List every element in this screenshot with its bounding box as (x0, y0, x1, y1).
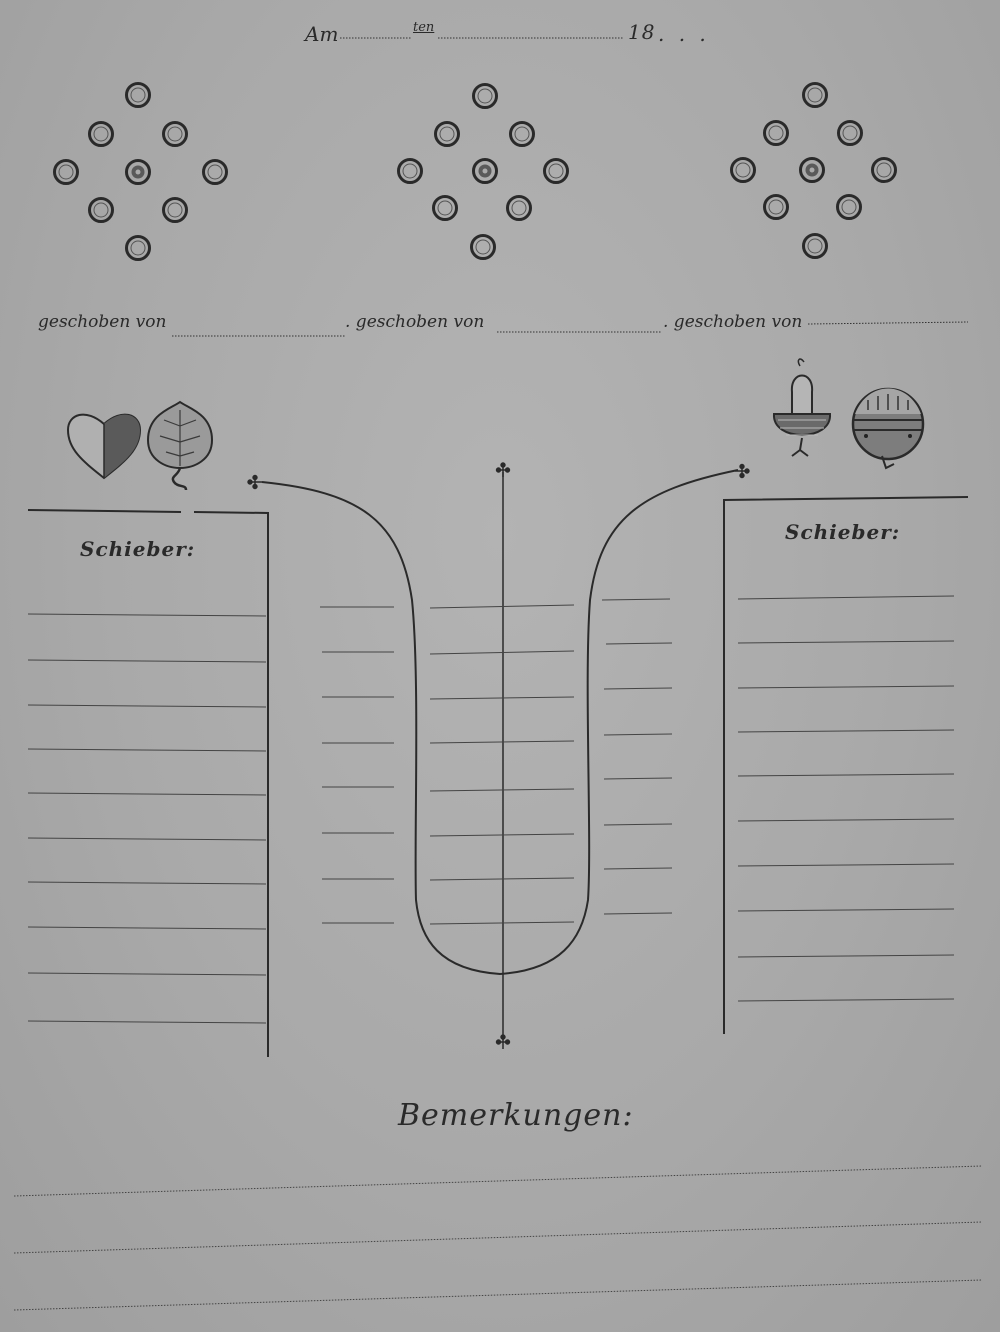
date-label-ten: ten (413, 20, 435, 35)
date-label-year: 18 (628, 20, 656, 44)
heart-icon (68, 415, 140, 478)
pushed-by-label-2: . geschoben von (345, 312, 485, 332)
pin-diagram-1 (55, 84, 227, 260)
acorn-icon (774, 359, 830, 456)
right-pusher-panel (724, 497, 968, 1034)
left-pusher-title: Schieber: (80, 537, 196, 561)
remarks-lines (14, 1166, 982, 1310)
remarks-title: Bemerkungen: (398, 1098, 634, 1133)
pushed-by-label-1: geschoben von (38, 312, 167, 332)
date-label-am: Am (305, 22, 339, 46)
pushed-by-lines (172, 322, 968, 336)
leaf-icon (148, 402, 212, 490)
right-pusher-title: Schieber: (785, 520, 901, 544)
left-pusher-panel (28, 510, 268, 1057)
bell-icon (853, 389, 923, 469)
date-label-dots: . . . (658, 22, 710, 46)
pin-diagram-3 (732, 84, 896, 258)
center-score-figure (248, 463, 749, 1049)
pushed-by-label-3: . geschoben von (663, 312, 803, 332)
pin-diagram-2 (399, 85, 568, 259)
